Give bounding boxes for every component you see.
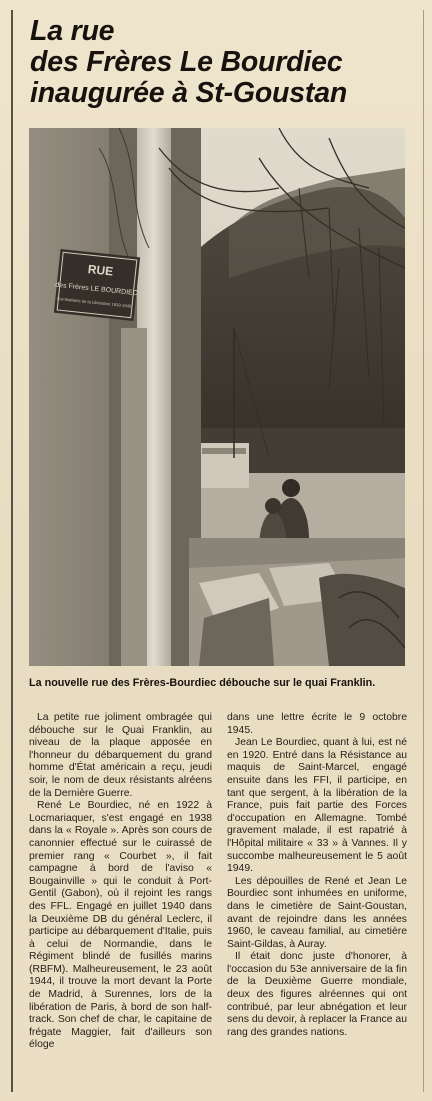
- headline-line-3: inaugurée à St-Goustan: [30, 77, 348, 109]
- column-rule-left: [11, 10, 13, 1092]
- column-rule-right: [423, 10, 424, 1092]
- street-scene-photo: [29, 128, 405, 666]
- paragraph-jean: Jean Le Bourdiec, quant à lui, est né en 1920. Entré dans la Résistance au maquis de Saint-Marcel, engagé ensuite dans les FFI, il participe, en tant que sergent, à la libération de la France, puis fait partie des Forces d'occupation en Allemagne. Tombé gravement malade, il est rapatrié à l'Hôpital militaire « 33 » à Vannes. Il y succombe malheureusement le 5 août 1949.: [227, 737, 407, 875]
- headline-line-1: La rue: [30, 15, 115, 47]
- photo-caption: La nouvelle rue des Frères-Bourdiec débouche sur le quai Franklin.: [29, 677, 376, 689]
- news-photo: [29, 128, 405, 666]
- street-sign-name: des Frères LE BOURDIEC: [54, 281, 139, 298]
- headline-line-2: des Frères Le Bourdiec: [30, 46, 343, 78]
- paragraph-rene: René Le Bourdiec, né en 1922 à Locmariaquer, s'est engagé en 1938 dans la « Royale ». Après son cours de canonnier effectué sur le cuirassé de premier rang « Courbet », il fait campagne à bord de l'aviso « Bougainville » qui le conduit à Port-Gentil (Gabon), où il rejoint les rangs des FFL. Engagé en juillet 1940 dans la Deuxième DB du général Leclerc, il participe au débarquement d'Italie, puis à celui de Normandie, dans le Régiment blindé de fusillés marins (RBFM). Malheureusement, le 23 août 1944, il trouve la mort devant la Porte de Madrid, à Surennes, lors de la libération de Paris, à bord de son half-track. Son chef de char, le capitaine de frégate Maggier, fait d'ailleurs son éloge: [29, 800, 212, 1051]
- street-sign-word: RUE: [87, 262, 114, 279]
- article-column-right: [227, 712, 407, 1039]
- paragraph-intro: La petite rue joliment ombragée qui débouche sur le Quai Franklin, au niveau de la plaque apposée en l'honneur du débarquement du grand homme d'État américain a reçu, jeudi soir, le nom de deux résistants alréens de la Dernière Guerre.: [29, 712, 212, 799]
- headline: [30, 16, 420, 109]
- street-sign-subtitle: Combattants de la Libération 1939-1945: [56, 295, 132, 309]
- paragraph-conclusion: Il était donc juste d'honorer, à l'occasion du 53e anniversaire de la fin de la Deuxième Guerre mondiale, deux des figures alréennes qui ont contribué, par leur abnégation et leur sens du devoir, à replacer la France au rang des grandes nations.: [227, 951, 407, 1038]
- paragraph-letter: dans une lettre écrite le 9 octobre 1945.: [227, 712, 407, 736]
- paragraph-burial: Les dépouilles de René et Jean Le Bourdiec sont inhumées en uniforme, dans le cimetière de Saint-Goustan, avant de rejoindre dans les années 1960, le caveau familial, au cimetière Saint-Gildas, à Auray.: [227, 875, 407, 950]
- article-column-left: [29, 712, 212, 1052]
